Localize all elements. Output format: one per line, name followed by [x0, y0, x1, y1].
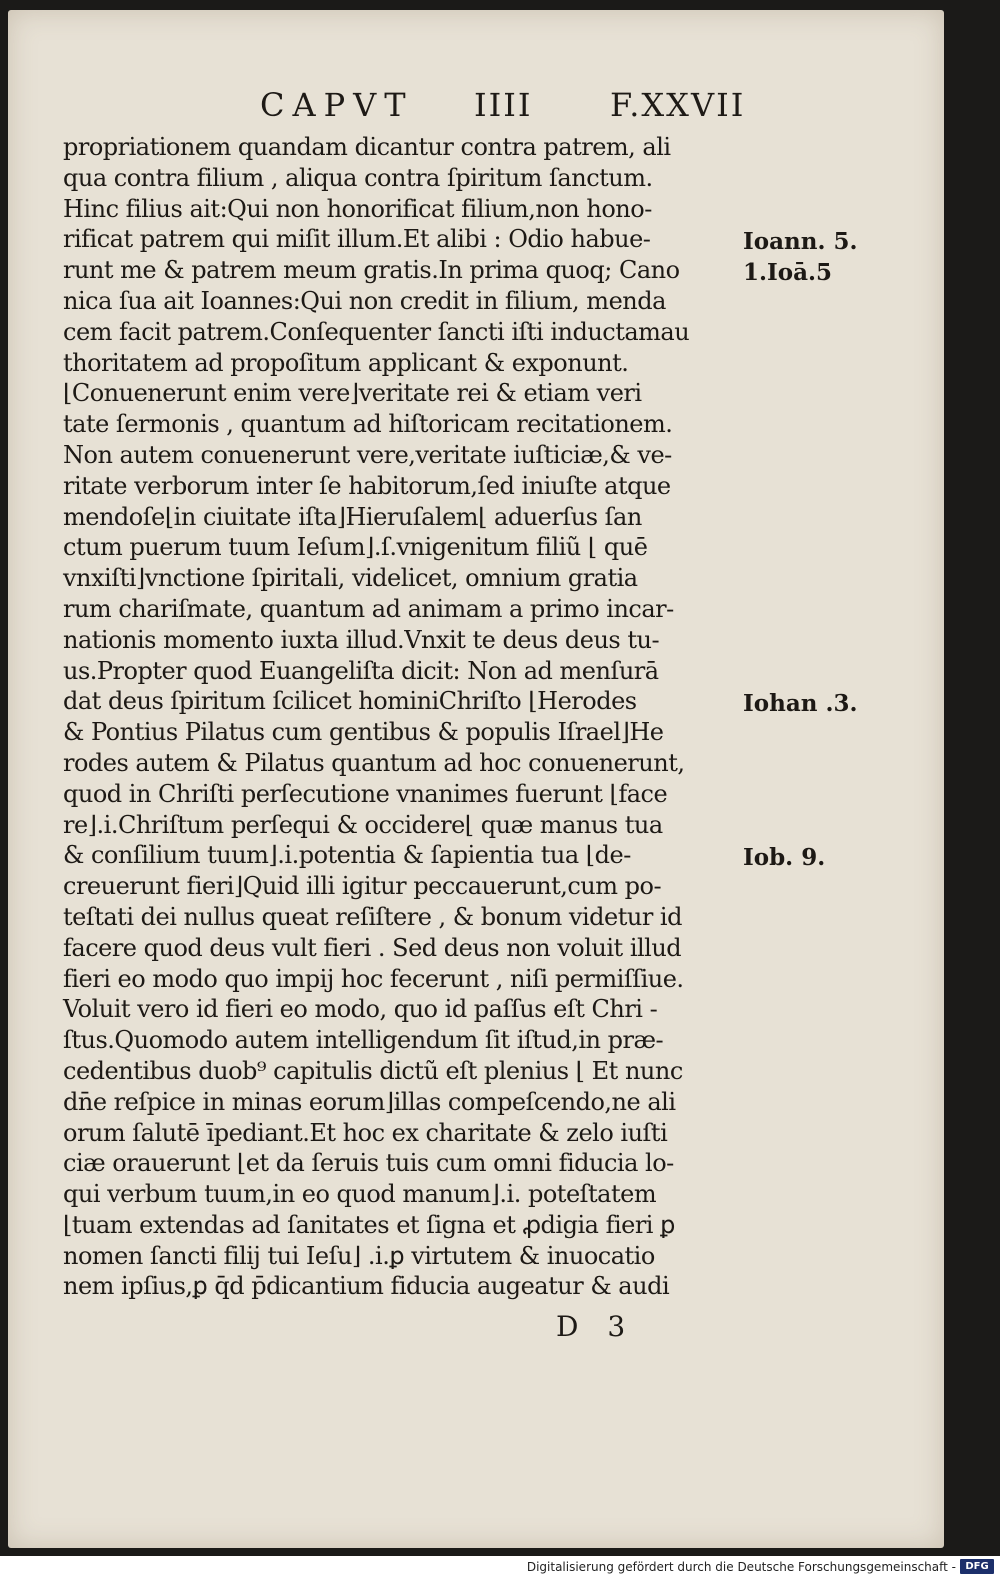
- signature-mark: D 3: [556, 1310, 636, 1343]
- text-line: qua contra filium , aliqua contra ſpiritum ſanctum.: [63, 163, 653, 192]
- text-line: nomen ſancti filij tui Ieſu⌋ .i.ꝑ virtutem & inuocatio: [63, 1241, 655, 1270]
- marginal-note: Iohan .3.: [743, 690, 858, 718]
- text-line: nationis momento iuxta illud.Vnxit te deus deus tu-: [63, 625, 660, 654]
- text-line: teſtati dei nullus queat reſiſtere , & bonum videtur id: [63, 902, 682, 931]
- footer-credit-text: Digitalisierung gefördert durch die Deutsche Forschungsgemeinschaft -: [526, 1560, 956, 1574]
- text-line: re⌋.i.Chriſtum perſequi & occidere⌊ quæ manus tua: [63, 810, 663, 839]
- marginal-note: Iob. 9.: [743, 844, 826, 872]
- text-line: ⌊tuam extendas ad ſanitates et ſigna et ꝓdigia fieri ꝑ: [63, 1210, 675, 1239]
- text-line: cem facit patrem.Conſequenter ſancti iſti inductamau: [63, 317, 690, 346]
- text-line: tate ſermonis , quantum ad hiſtoricam recitationem.: [63, 410, 673, 439]
- footer-bar: [0, 1556, 1000, 1578]
- text-line: facere quod deus vult fieri . Sed deus non voluit illud: [63, 933, 682, 962]
- marginal-note: 1.Ioā.5: [743, 259, 833, 287]
- header-title: CAPVT: [260, 86, 414, 124]
- text-line: runt me & patrem meum gratis.In prima quoq; Cano: [63, 256, 680, 285]
- text-line: quod in Chriſti perſecutione vnanimes fuerunt ⌊face: [63, 779, 668, 808]
- text-line: Hinc filius ait:Qui non honorificat filium,non hono-: [63, 194, 652, 223]
- text-line: rificat patrem qui miſit illum.Et alibi : Odio habue-: [63, 225, 651, 254]
- text-line: us.Propter quod Euangeliſta dicit: Non ad menſurā: [63, 656, 659, 685]
- text-line: nica ſua ait Ioannes:Qui non credit in filium, menda: [63, 286, 666, 315]
- text-line: ⌊Conuenerunt enim vere⌋veritate rei & etiam veri: [63, 379, 642, 408]
- text-line: & conſilium tuum⌋.i.potentia & ſapientia tua ⌊de-: [63, 841, 631, 870]
- text-line: dn̄e reſpice in minas eorum⌋illas compeſcendo,ne ali: [63, 1087, 676, 1116]
- text-line: thoritatem ad propoſitum applicant & exponunt.: [63, 348, 629, 377]
- text-line: ſtus.Quomodo autem intelligendum ſit iſtud,in præ-: [63, 1026, 664, 1055]
- marginal-notes: [8, 10, 944, 1548]
- text-line: orum ſalutē īpediant.Et hoc ex charitate & zelo iuſti: [63, 1118, 668, 1147]
- text-line: Non autem conuenerunt vere,veritate iuſticiæ,& ve-: [63, 440, 672, 469]
- text-line: qui verbum tuum,in eo quod manum⌋.i. poteſtatem: [63, 1180, 657, 1209]
- book-page: [8, 10, 944, 1548]
- text-line: nem ipſius,ꝑ q̄d p̄dicantium fiducia augeatur & audi: [63, 1272, 670, 1301]
- text-line: vnxiſti⌋vnctione ſpiritali, videlicet, omnium gratia: [63, 564, 638, 593]
- text-line: cedentibus duob⁹ capitulis dictũ eſt plenius ⌊ Et nunc: [63, 1056, 683, 1085]
- text-line: creuerunt fieri⌋Quid illi igitur peccauerunt,cum po-: [63, 872, 662, 901]
- text-line: fieri eo modo quo impij hoc fecerunt , niſi permiſſiue.: [63, 964, 684, 993]
- text-line: Voluit vero id fieri eo modo, quo id paſſus eſt Chri -: [63, 995, 658, 1024]
- text-line: mendoſe⌊in ciuitate iſta⌋Hieruſalem⌊ aduerſus ſan: [63, 502, 642, 531]
- text-line: rum chariſmate, quantum ad animam a primo incar-: [63, 594, 674, 623]
- text-line: ciæ orauerunt ⌊et da ſeruis tuis cum omni fiducia lo-: [63, 1149, 674, 1178]
- header-chapter-number: IIII: [474, 86, 533, 124]
- marginal-note: Ioann. 5.: [743, 228, 858, 256]
- text-line: ritate verborum inter ſe habitorum,ſed iniuſte atque: [63, 471, 671, 500]
- header-folio: F.XXVII: [610, 86, 746, 124]
- text-line: dat deus ſpiritum ſcilicet hominiChriſto ⌊Herodes: [63, 687, 637, 716]
- text-line: & Pontius Pilatus cum gentibus & populis Iſrael⌋He: [63, 718, 664, 747]
- text-line: propriationem quandam dicantur contra patrem, ali: [63, 133, 671, 161]
- dfg-logo: DFG: [960, 1559, 994, 1574]
- text-line: rodes autem & Pilatus quantum ad hoc conuenerunt,: [63, 748, 685, 777]
- text-line: ctum puerum tuum Ieſum⌋.ſ.vnigenitum filiũ ⌊ quē: [63, 533, 648, 562]
